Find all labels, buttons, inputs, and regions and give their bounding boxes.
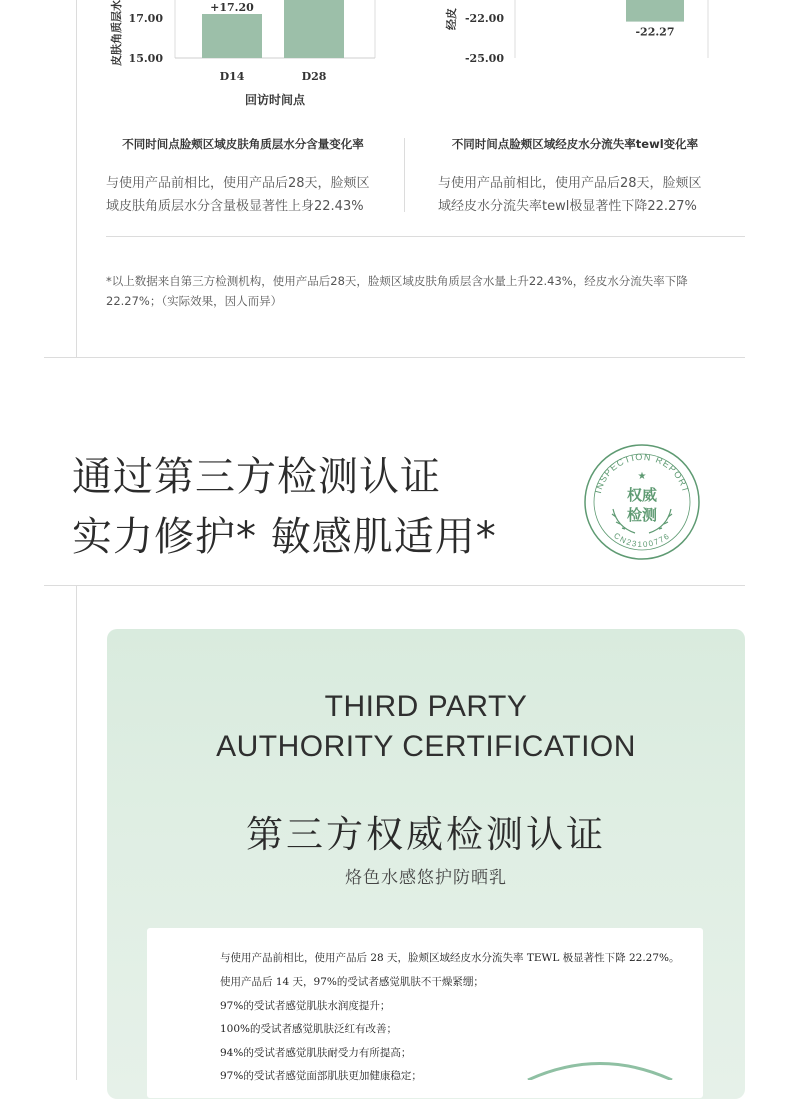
star-icon: ★ xyxy=(637,471,647,482)
x-tick-label: D28 xyxy=(301,70,327,83)
bar-value-label: -22.27 xyxy=(635,25,675,39)
report-line: 使用产品后 14 天，97%的受试者感觉肌肤不干燥紧绷； xyxy=(220,976,484,988)
left-description: 与使用产品前相比，使用产品后28天，脸颊区 域皮肤角质层水分含量极显著性上身22.43% xyxy=(106,176,370,214)
report-line: 97%的受试者感觉面部肌肤更加健康稳定； xyxy=(220,1070,422,1082)
headline-line-2: 实力修护* 敏感肌适用* xyxy=(72,514,497,560)
x-tick-label: D14 xyxy=(219,70,245,83)
left-guide-line-top xyxy=(76,0,77,357)
stamp-code: CN23100776 xyxy=(612,531,672,550)
bar-D28 xyxy=(284,0,344,58)
stamp-line-2: 检测 xyxy=(626,506,658,524)
report-line: 与使用产品前相比，使用产品后 28 天，脸颊区域经皮水分流失率 TEWL 极显著性下降 22.27%。 xyxy=(220,952,680,964)
inspection-report-stamp xyxy=(583,443,701,561)
report-line: 97%的受试者感觉肌肤水润度提升； xyxy=(220,1000,391,1012)
english-title-line-2: AUTHORITY CERTIFICATION xyxy=(216,730,636,763)
headline-line-1: 通过第三方检测认证 xyxy=(72,454,441,500)
y-axis-label: 经皮 xyxy=(445,8,458,30)
divider-section-bottom xyxy=(44,585,745,586)
left-chart-caption: 不同时间点脸颊区域皮肤角质层水分含量变化率 xyxy=(122,137,364,151)
divider-section-top xyxy=(44,357,745,358)
chinese-title: 第三方权威检测认证 xyxy=(246,813,606,856)
bar-value-label: +17.20 xyxy=(210,1,254,14)
english-title-line-1: THIRD PARTY xyxy=(324,690,528,723)
stamp-line-1: 权威 xyxy=(626,486,658,504)
y-axis-label: 皮肤角质层水 xyxy=(110,0,123,66)
data-source-footnote: *以上数据来自第三方检测机构，使用产品后28天，脸颊区域皮肤角质层含水量上升22.43%，经皮水分流失率下降 22.27%；（实际效果，因人而异） xyxy=(106,274,688,308)
report-line: 94%的受试者感觉肌肤耐受力有所提高； xyxy=(220,1047,412,1059)
divider-charts xyxy=(106,236,745,237)
y-tick-label: -22.00 xyxy=(464,12,504,25)
caption-divider xyxy=(404,138,405,212)
right-chart-caption: 不同时间点脸颊区域经皮水分流失率tewl变化率 xyxy=(451,137,699,151)
moisture-bar-chart xyxy=(100,0,390,110)
x-axis-title: 回访时间点 xyxy=(244,93,306,107)
stamp-arc-text: INSPECTION REPORT xyxy=(592,451,692,495)
bar-D28 xyxy=(626,0,684,22)
right-description: 与使用产品前相比，使用产品后28天，脸颊区 域经皮水分流失率tewl极显著性下降22.27% xyxy=(438,176,702,214)
tewl-bar-chart xyxy=(440,0,730,70)
product-name: 烙色水感悠护防晒乳 xyxy=(345,868,507,888)
report-seal-arc xyxy=(520,1055,680,1080)
report-line: 100%的受试者感觉肌肤泛红有改善； xyxy=(220,1023,398,1035)
y-tick-label: -25.00 xyxy=(464,52,504,65)
y-tick-label: 15.00 xyxy=(128,52,163,65)
svg-text:CN23100776 xyxy=(612,531,672,549)
bar-D14 xyxy=(202,14,262,58)
y-tick-label: 17.00 xyxy=(128,12,163,25)
left-guide-line-bottom xyxy=(76,586,77,1080)
